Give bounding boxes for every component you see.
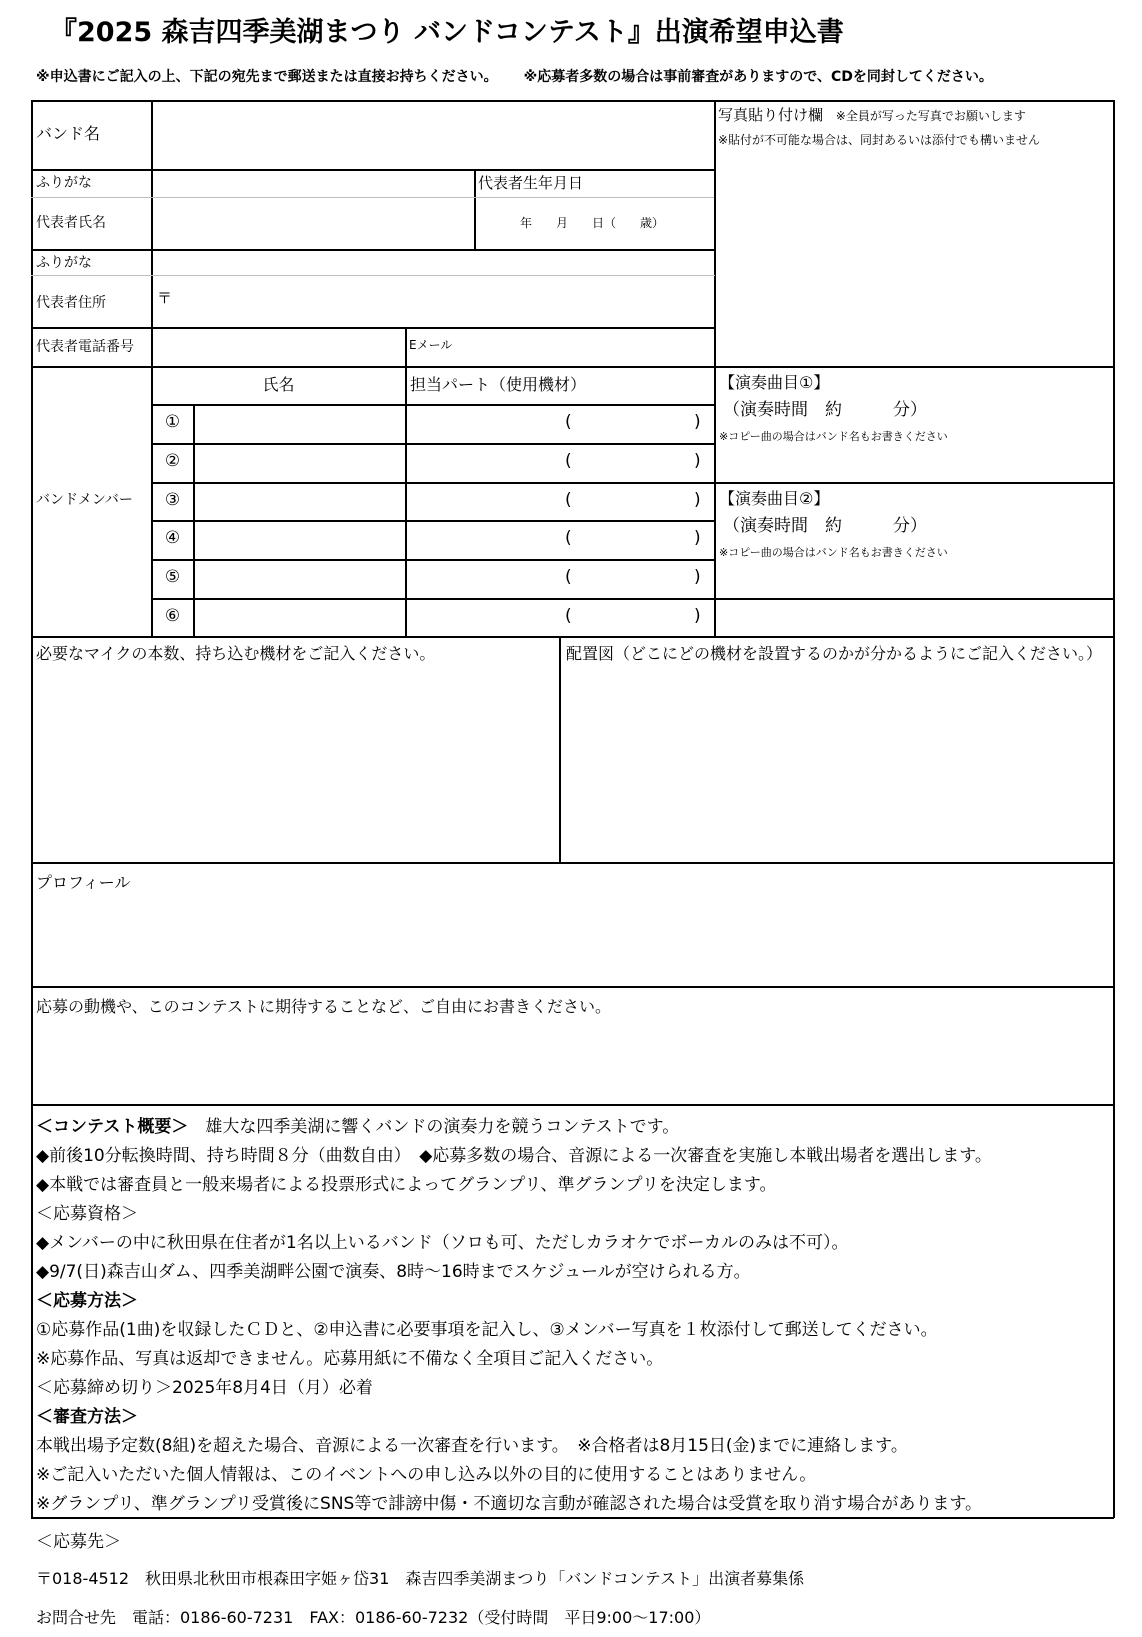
qualification-line-1: ◆メンバーの中に秋田県在住者が1名以上いるバンド（ソロも可、ただしカラオケでボーカルのみは不可）。 bbox=[36, 1233, 849, 1253]
member-part-paren-close: ) bbox=[694, 451, 701, 471]
profile-field[interactable] bbox=[33, 898, 1112, 984]
band-name-label: バンド名 bbox=[36, 124, 101, 143]
notice-cd: ※応募者多数の場合は事前審査がありますので、CDを同封してください。 bbox=[523, 69, 993, 85]
postal-mark: 〒 bbox=[157, 289, 173, 307]
member-number: ⑤ bbox=[164, 567, 181, 587]
photo-label-text: 写真貼り付け欄 bbox=[718, 106, 824, 124]
overview-heading-bold: ＜コンテスト概要＞ bbox=[36, 1117, 189, 1137]
contact-address: 〒018-4512 秋田県北秋田市根森田字姫ヶ岱31 森吉四季美湖まつり「バンドコンテスト」出演者募集係 bbox=[36, 1569, 805, 1588]
member-part-paren-open: ( bbox=[565, 606, 572, 626]
member-part-header: 担当パート（使用機材） bbox=[410, 375, 587, 394]
member-part-field[interactable] bbox=[407, 560, 713, 596]
overview-heading-text: 雄大な四季美湖に響くバンドの演奏力を競うコンテストです。 bbox=[188, 1117, 680, 1137]
review-heading: ＜審査方法＞ bbox=[36, 1407, 138, 1427]
photo-note-1: ※全員が写った写真でお願いします bbox=[835, 109, 1026, 123]
contact-inquiry: お問合せ先 電話：0186-60-7231 FAX：0186-60-7232（受付時間 平日9:00〜17:00） bbox=[36, 1608, 711, 1627]
motivation-label: 応募の動機や、このコンテストに期待することなど、ご自由にお書きください。 bbox=[36, 997, 612, 1016]
member-part-paren-open: ( bbox=[565, 567, 572, 587]
song-2-label: 【演奏曲目②】 bbox=[719, 489, 830, 508]
photo-note-2: ※貼付が不可能な場合は、同封あるいは添付でも構いません bbox=[718, 133, 1041, 147]
member-name-field[interactable] bbox=[195, 405, 403, 441]
photo-area[interactable] bbox=[716, 150, 1112, 365]
mic-label: 必要なマイクの本数、持ち込む機材をご記入ください。 bbox=[36, 644, 436, 663]
furigana-2-label: ふりがな bbox=[36, 255, 92, 271]
member-name-field[interactable] bbox=[195, 560, 403, 596]
member-number: ① bbox=[164, 412, 181, 432]
member-name-field[interactable] bbox=[195, 521, 403, 557]
email-field[interactable] bbox=[460, 329, 712, 365]
profile-label: プロフィール bbox=[36, 873, 131, 892]
rep-name-label: 代表者氏名 bbox=[36, 215, 106, 231]
notice bbox=[36, 66, 993, 86]
email-label: Eメール bbox=[409, 338, 453, 352]
deadline: ＜応募締め切り＞2025年8月4日（月）必着 bbox=[36, 1378, 373, 1398]
song-1-label: 【演奏曲目①】 bbox=[719, 373, 830, 392]
qualification-heading: ＜応募資格＞ bbox=[36, 1204, 138, 1224]
song-1-time[interactable]: （演奏時間 約 分） bbox=[723, 400, 927, 420]
rep-phone-field[interactable] bbox=[153, 329, 403, 365]
overview-heading bbox=[36, 1112, 679, 1137]
birth-field[interactable]: 年 月 日（ 歳） bbox=[520, 216, 665, 230]
rep-phone-label: 代表者電話番号 bbox=[36, 339, 134, 355]
birth-label: 代表者生年月日 bbox=[478, 174, 584, 192]
member-part-field[interactable] bbox=[407, 483, 713, 519]
rep-address-field[interactable] bbox=[175, 277, 713, 326]
rep-name-field[interactable] bbox=[153, 199, 473, 248]
member-part-paren-close: ) bbox=[694, 490, 701, 510]
layout-label: 配置図（どこにどの機材を設置するのかが分かるようにご記入ください。） bbox=[566, 644, 1103, 663]
page-title: 『2025 森吉四季美湖まつり バンドコンテスト』出演希望申込書 bbox=[50, 17, 844, 48]
member-part-paren-close: ) bbox=[694, 567, 701, 587]
member-part-paren-close: ) bbox=[694, 412, 701, 432]
member-part-field[interactable] bbox=[407, 599, 713, 635]
member-number: ② bbox=[164, 451, 181, 471]
notice-mail: ※申込書にご記入の上、下記の宛先まで郵送または直接お持ちください。 bbox=[36, 69, 498, 85]
overview-line-1: ◆前後10分転換時間、持ち時間８分（曲数自由） ◆応募多数の場合、音源による一次審査を実施し本戦出場者を選出します。 bbox=[36, 1146, 992, 1166]
privacy-note: ※ご記入いただいた個人情報は、このイベントへの申し込み以外の目的に使用することはありません。 bbox=[36, 1465, 817, 1485]
qualification-line-2: ◆9/7(日)森吉山ダム、四季美湖畔公園で演奏、8時〜16時までスケジュールが空けられる方。 bbox=[36, 1262, 751, 1282]
member-part-field[interactable] bbox=[407, 444, 713, 480]
member-name-field[interactable] bbox=[195, 444, 403, 480]
member-part-paren-open: ( bbox=[565, 490, 572, 510]
member-part-field[interactable] bbox=[407, 521, 713, 557]
member-name-field[interactable] bbox=[195, 483, 403, 519]
motivation-field[interactable] bbox=[33, 1022, 1112, 1102]
furigana-field[interactable] bbox=[153, 171, 473, 196]
members-label: バンドメンバー bbox=[36, 492, 133, 508]
member-part-field[interactable] bbox=[407, 405, 713, 441]
mic-field[interactable] bbox=[33, 668, 557, 860]
member-part-paren-open: ( bbox=[565, 451, 572, 471]
band-name-field[interactable] bbox=[153, 102, 713, 168]
song-2-time[interactable]: （演奏時間 約 分） bbox=[723, 516, 927, 536]
cancel-note: ※グランプリ、準グランプリ受賞後にSNS等で誹謗中傷・不適切な言動が確認された場合は受賞を取り消す場合があります。 bbox=[36, 1494, 982, 1514]
member-name-header: 氏名 bbox=[262, 375, 295, 394]
member-number: ④ bbox=[164, 528, 181, 548]
method-heading: ＜応募方法＞ bbox=[36, 1291, 138, 1311]
member-part-paren-close: ) bbox=[694, 528, 701, 548]
member-part-paren-open: ( bbox=[565, 528, 572, 548]
song-2-note: ※コピー曲の場合はバンド名もお書きください bbox=[719, 546, 948, 559]
member-number: ③ bbox=[164, 490, 181, 510]
review-line-1: 本戦出場予定数(8組)を超えた場合、音源による一次審査を行います。 ※合格者は8月15日(金)までに連絡します。 bbox=[36, 1436, 908, 1456]
contact-heading: ＜応募先＞ bbox=[36, 1532, 121, 1552]
layout-field[interactable] bbox=[562, 668, 1112, 860]
method-line-1: ①応募作品(1曲)を収録したＣＤと、②申込書に必要事項を記入し、③メンバー写真を１枚添付して郵送してください。 bbox=[36, 1320, 938, 1340]
overview-line-2: ◆本戦では審査員と一般来場者による投票形式によってグランプリ、準グランプリを決定します。 bbox=[36, 1175, 777, 1195]
photo-label bbox=[718, 107, 1026, 124]
member-part-paren-open: ( bbox=[565, 412, 572, 432]
member-number: ⑥ bbox=[164, 606, 181, 626]
member-name-field[interactable] bbox=[195, 599, 403, 635]
member-part-paren-close: ) bbox=[694, 606, 701, 626]
furigana-label: ふりがな bbox=[36, 175, 92, 191]
method-line-2: ※応募作品、写真は返却できません。応募用紙に不備なく全項目ご記入ください。 bbox=[36, 1349, 664, 1369]
rep-address-label: 代表者住所 bbox=[36, 295, 106, 311]
song-1-note: ※コピー曲の場合はバンド名もお書きください bbox=[719, 430, 948, 443]
furigana-2-field[interactable] bbox=[153, 251, 713, 274]
